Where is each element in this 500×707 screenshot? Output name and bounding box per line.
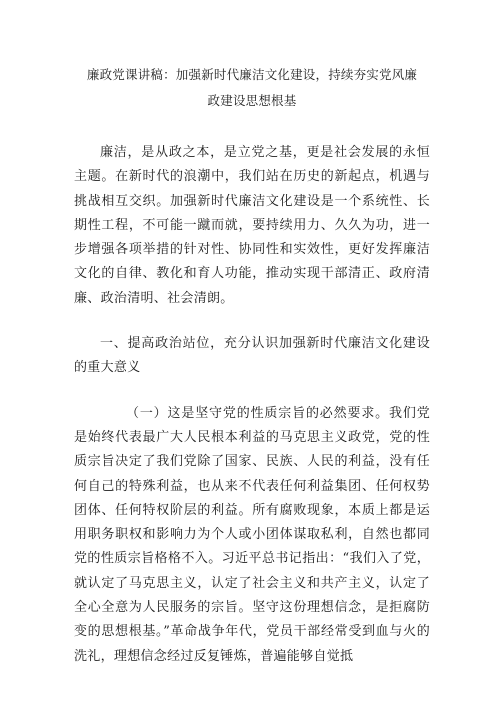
intro-paragraph: 廉洁，是从政之本，是立党之基，更是社会发展的永恒主题。在新时代的浪潮中，我们站在历史的新起点，机遇与挑战相互交织。加强新时代廉洁文化建设是一个系统性、长期性工程，不可能一蹴而就，要持续用力、久久为功，进一步增强各项举措的针对性、协同性和实效性，更好发挥廉洁文化的自律、教化和育人功能，推动实现干部清正、政府清廉、政治清明、社会清朗。 bbox=[74, 145, 430, 306]
subsection-paragraph-1: （一）这是坚守党的性质宗旨的必然要求。我们党是始终代表最广大人民根本利益的马克思主义政党，党的性质宗旨决定了我们党除了国家、民族、人民的利益，没有任何自己的特殊利益，也从来不代表任何利益集团、任何权势团体、任何特权阶层的利益。所有腐败现象，本质上都是运用职务职权和影响力为个人或小团体谋取私利，自然也都同党的性质宗旨格格不入。习近平总书记指出：“我们入了党，就认定了马克思主义，认定了社会主义和共产主义，认定了全心全意为人民服务的宗旨。坚守这份理想信念，是拒腐防变的思想根基。”革命战争年代，党员干部经常受到血与火的洗礼，理想信念经过反复锤炼，普遍能够自觉抵 bbox=[74, 405, 430, 664]
title-line-1: 廉政党课讲稿：加强新时代廉洁文化建设，持续夯实党风廉 bbox=[86, 67, 418, 82]
document-title bbox=[74, 62, 430, 114]
title-line-2: 政建设思想根基 bbox=[207, 93, 297, 108]
section-heading-1: 一、提高政治站位，充分认识加强新时代廉洁文化建设的重大意义 bbox=[74, 336, 430, 376]
